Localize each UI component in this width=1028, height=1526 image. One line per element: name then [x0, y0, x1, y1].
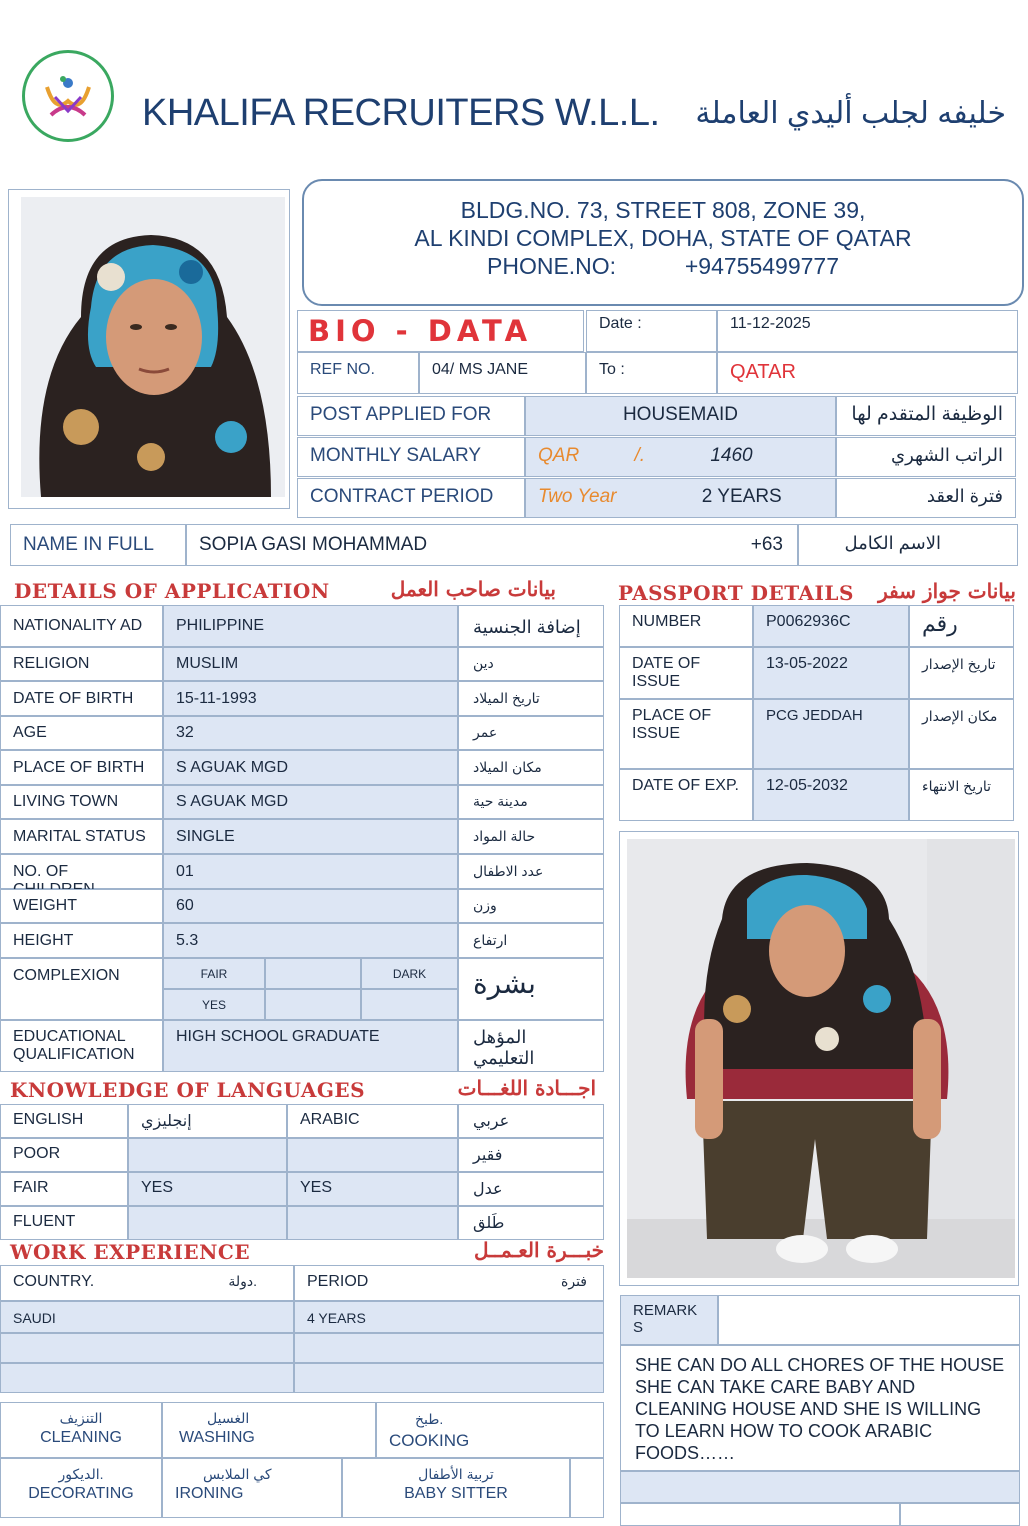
passport-number-value: P0062936C [753, 605, 909, 647]
salary-amount: 1460 [710, 445, 753, 466]
skill-cleaning-en: CLEANING [40, 1429, 122, 1446]
education-label-2: QUALIFICATION [13, 1046, 135, 1063]
lang-poor-arabic [287, 1138, 458, 1172]
application-row-value: S AGUAK MGD [163, 785, 458, 819]
application-row-value: PHILIPPINE [163, 605, 458, 647]
complexion-fair: FAIR [163, 958, 265, 989]
application-row-label-ar: عدد الاطفال [458, 854, 604, 889]
remarks-label-2: S [633, 1319, 644, 1336]
lang-english-label-ar: إنجليزي [128, 1104, 287, 1138]
work-period-value: 4 YEARS [294, 1301, 604, 1333]
lang-fluent-label-ar: طَلق [458, 1206, 604, 1240]
complexion-yes: YES [163, 989, 265, 1020]
complexion-empty-3 [361, 989, 458, 1020]
lang-fluent-label: FLUENT [0, 1206, 128, 1240]
work-empty-1a [0, 1333, 294, 1363]
ref-value: 04/ MS JANE [419, 352, 586, 394]
contract-hint: Two Year [538, 486, 617, 507]
name-label: NAME IN FULL [10, 524, 186, 566]
application-row-label-ar: دين [458, 647, 604, 681]
skill-empty [570, 1458, 604, 1518]
application-heading-ar: بيانات صاحب العمل [390, 577, 556, 601]
lang-fair-arabic: YES [287, 1172, 458, 1206]
lang-poor-english [128, 1138, 287, 1172]
address-line-2: AL KINDI COMPLEX, DOHA, STATE OF QATAR [414, 225, 912, 251]
application-row-label: LIVING TOWN [0, 785, 163, 819]
passport-issue-date-label-ar: تاريخ الإصدار [909, 647, 1014, 699]
date-label: Date : [586, 310, 717, 352]
remarks-label-1: REMARK [633, 1302, 698, 1319]
company-name-en: KHALIFA RECRUITERS W.L.L. [142, 92, 660, 134]
skill-ironing-en: IRONING [175, 1485, 244, 1502]
remarks-footer-cell-2 [900, 1503, 1020, 1526]
lang-fair-label-ar: عدل [458, 1172, 604, 1206]
lang-poor-label-ar: فقير [458, 1138, 604, 1172]
work-country-label: COUNTRY. [13, 1273, 95, 1290]
work-country-header [0, 1265, 294, 1301]
complexion-label: COMPLEXION [0, 958, 163, 1020]
remarks-text: SHE CAN DO ALL CHORES OF THE HOUSE SHE CAN TAKE CARE BABY AND CLEANING HOUSE AND SHE IS WILLING TO LEARN HOW TO COOK ARABIC FOODS…… [620, 1345, 1020, 1471]
passport-exp-value: 12-05-2032 [753, 769, 909, 821]
work-empty-2a [0, 1363, 294, 1393]
lang-fair-label: FAIR [0, 1172, 128, 1206]
application-row-value: S AGUAK MGD [163, 750, 458, 785]
skill-decorating-ar: الديكور. [58, 1466, 104, 1482]
education-value: HIGH SCHOOL GRADUATE [163, 1020, 458, 1072]
application-row-value: MUSLIM [163, 647, 458, 681]
passport-heading-ar: بيانات جواز سفر [878, 579, 1016, 603]
name-label-ar: الاسم الكامل [798, 524, 1018, 566]
bio-data-title-cell [297, 310, 584, 352]
application-row-label: HEIGHT [0, 923, 163, 958]
application-row-label: MARITAL STATUS [0, 819, 163, 854]
passport-heading: PASSPORT DETAILS [618, 581, 854, 605]
languages-heading-ar: اجـــادة اللغـــات [457, 1076, 596, 1100]
work-country-value: SAUDI [0, 1301, 294, 1333]
application-row-label: RELIGION [0, 647, 163, 681]
salary-currency: QAR [538, 445, 580, 466]
application-row-label-ar: مدينة حية [458, 785, 604, 819]
work-period-label: PERIOD [307, 1273, 369, 1290]
company-name-ar: خليفه لجلب أليدي العاملة [695, 97, 1006, 130]
phone-value: +94755499777 [684, 253, 839, 279]
contract-label: CONTRACT PERIOD [297, 478, 525, 518]
passport-issue-place-value: PCG JEDDAH [753, 699, 909, 769]
application-row-label-ar: ارتفاع [458, 923, 604, 958]
post-value: HOUSEMAID [525, 396, 836, 436]
application-row-label-ar: إضافة الجنسية [458, 605, 604, 647]
passport-issue-date-label-2: ISSUE [632, 673, 681, 690]
passport-exp-label-ar: تاريخ الانتهاء [909, 769, 1014, 821]
lang-arabic-label: ARABIC [287, 1104, 458, 1138]
work-period-label-ar: فترة [561, 1273, 587, 1289]
lang-poor-label: POOR [0, 1138, 128, 1172]
application-row-value: 60 [163, 889, 458, 923]
skill-washing-en: WASHING [179, 1429, 255, 1446]
skill-babysitter-ar: تربية الأطفال [418, 1466, 494, 1482]
full-body-photo [627, 839, 1015, 1278]
post-label-ar: الوظيفة المتقدم لها [836, 396, 1016, 436]
application-row-value: 15-11-1993 [163, 681, 458, 716]
application-row-label-ar: وزن [458, 889, 604, 923]
phone-label: PHONE.NO: [487, 253, 617, 279]
salary-label: MONTHLY SALARY [297, 437, 525, 477]
remarks-footer-cell-1 [620, 1503, 900, 1526]
complexion-empty-1 [265, 958, 361, 989]
application-heading: DETAILS OF APPLICATION [14, 579, 330, 603]
name-code: +63 [750, 534, 783, 555]
skill-decorating [0, 1458, 162, 1518]
skill-cleaning [0, 1402, 162, 1458]
application-row-label: DATE OF BIRTH [0, 681, 163, 716]
application-row-value: 5.3 [163, 923, 458, 958]
application-row-value: 32 [163, 716, 458, 750]
education-label-1: EDUCATIONAL [13, 1028, 126, 1045]
application-row-label-ar: تاريخ الميلاد [458, 681, 604, 716]
address-box [302, 179, 1024, 306]
lang-english-label: ENGLISH [0, 1104, 128, 1138]
work-empty-1b [294, 1333, 604, 1363]
work-country-label-ar: دولة. [228, 1273, 257, 1289]
portrait-photo [21, 197, 285, 497]
education-label [0, 1020, 163, 1072]
name-value-cell [186, 524, 798, 566]
passport-number-label-ar: رقم [909, 605, 1014, 647]
skill-babysitter [342, 1458, 570, 1518]
remarks-header-empty [718, 1295, 1020, 1345]
skill-cleaning-ar: التنزيف [59, 1410, 103, 1426]
complexion-empty-2 [265, 989, 361, 1020]
passport-exp-label: DATE OF EXP. [619, 769, 753, 821]
salary-separator: /. [634, 445, 646, 466]
skill-decorating-en: DECORATING [28, 1485, 134, 1502]
application-row-label-ar: مكان الميلاد [458, 750, 604, 785]
skill-cooking [376, 1402, 604, 1458]
passport-number-label: NUMBER [619, 605, 753, 647]
lang-arabic-label-ar: عربي [458, 1104, 604, 1138]
passport-issue-date-value: 13-05-2022 [753, 647, 909, 699]
work-heading: WORK EXPERIENCE [10, 1240, 251, 1264]
company-logo [22, 50, 114, 142]
remarks-label [620, 1295, 718, 1345]
application-row-label: NO. OF [0, 854, 163, 889]
lang-fluent-english [128, 1206, 287, 1240]
passport-issue-place-label [619, 699, 753, 769]
application-row-value: 01 [163, 854, 458, 889]
passport-issue-date-label-1: DATE OF [632, 655, 701, 672]
application-row-label-ar: حالة المواد [458, 819, 604, 854]
salary-label-ar: الراتب الشهري [836, 437, 1016, 477]
passport-issue-place-label-1: PLACE OF [632, 707, 712, 724]
date-value: 11-12-2025 [717, 310, 1018, 352]
lang-fair-english: YES [128, 1172, 287, 1206]
address-line-1: BLDG.NO. 73, STREET 808, ZONE 39, [460, 197, 866, 223]
salary-value-cell [525, 437, 836, 477]
application-row-value: SINGLE [163, 819, 458, 854]
education-label-ar: المؤهل التعليمي [458, 1020, 604, 1072]
passport-issue-date-label [619, 647, 753, 699]
name-value: SOPIA GASI MOHAMMAD [199, 534, 428, 555]
application-row-label: NATIONALITY AD [0, 605, 163, 647]
remarks-footer-row [620, 1471, 1020, 1503]
bio-data-title: BIO - DATA [308, 314, 533, 348]
skill-cooking-ar: طبخ. [415, 1411, 444, 1427]
people-logo-icon [25, 53, 111, 139]
passport-issue-place-label-2: ISSUE [632, 725, 681, 742]
skill-babysitter-en: BABY SITTER [404, 1485, 508, 1502]
work-heading-ar: خبـــرة العـمــل [473, 1238, 604, 1262]
phone-line [304, 252, 1022, 280]
languages-heading: KNOWLEDGE OF LANGUAGES [10, 1078, 366, 1102]
passport-issue-place-label-ar: مكان الإصدار [909, 699, 1014, 769]
skill-washing [162, 1402, 376, 1458]
contract-label-ar: فترة العقد [836, 478, 1016, 518]
skill-ironing [162, 1458, 342, 1518]
to-label: To : [586, 352, 717, 394]
post-label: POST APPLIED FOR [297, 396, 525, 436]
application-row-label-ar: عمر [458, 716, 604, 750]
application-row-label: AGE [0, 716, 163, 750]
ref-label: REF NO. [297, 352, 419, 394]
skill-ironing-ar: كي الملابس [203, 1466, 272, 1482]
lang-fluent-arabic [287, 1206, 458, 1240]
skill-washing-ar: الغسيل [207, 1410, 250, 1426]
application-row-label: WEIGHT [0, 889, 163, 923]
work-empty-2b [294, 1363, 604, 1393]
complexion-dark: DARK [361, 958, 458, 989]
contract-value: 2 YEARS [701, 486, 782, 507]
contract-value-cell [525, 478, 836, 518]
application-row-label: PLACE OF BIRTH [0, 750, 163, 785]
skill-cooking-en: COOKING [389, 1431, 470, 1450]
work-period-header [294, 1265, 604, 1301]
complexion-label-ar: بشرة [458, 958, 604, 1020]
to-value: QATAR [717, 352, 1018, 394]
